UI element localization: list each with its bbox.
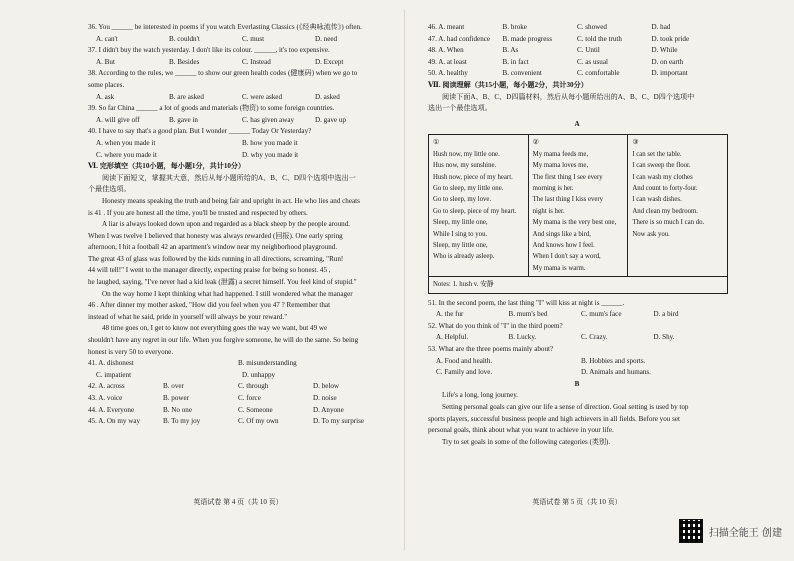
poem-line: Now ask you. <box>632 230 670 238</box>
option: 46. A. meant <box>428 23 465 31</box>
poem-line: I can sweep the floor. <box>632 162 691 170</box>
scanner-watermark <box>679 519 782 543</box>
option: D. While <box>651 46 678 55</box>
options-40a <box>88 138 388 150</box>
option: 48. A. When <box>428 46 464 55</box>
cloze-passage <box>88 196 388 358</box>
passage-a-title: A <box>574 119 580 128</box>
poem-line: Go to sleep, piece of my heart. <box>433 207 517 215</box>
poem-number: ② <box>532 139 539 147</box>
poem-1 <box>429 135 529 277</box>
option: C. as usual <box>577 57 608 66</box>
option: D. why you made it <box>242 150 299 159</box>
poem-line: Hush now, piece of my heart. <box>433 173 513 181</box>
option: B. in fact <box>502 57 529 66</box>
option: B. convenient <box>502 69 542 78</box>
option: C. were asked <box>242 92 282 101</box>
option: B. are asked <box>169 92 204 101</box>
poem-line: The first thing I see every <box>532 173 603 181</box>
options-43 <box>88 393 388 405</box>
passage-line: Setting personal goals can give our life a sense of direction. Goal setting is used by top <box>442 402 689 411</box>
option: D. important <box>651 69 688 78</box>
poem-line: Go to sleep, my love. <box>433 196 492 204</box>
poem-line: Who is already asleep. <box>433 253 495 261</box>
options-53a <box>428 356 726 368</box>
option: C. Until <box>577 46 600 55</box>
question-38: 38. According to the rules, we ______ to show our green health codes (健康码) when we go to <box>88 69 358 78</box>
poem-line: And sings like a bird, <box>532 230 591 238</box>
passage-line: sports players, successful business people and high achievers in all fields. Before you set <box>428 414 680 423</box>
options-39 <box>88 115 388 127</box>
poem-line: There is so much I can do. <box>632 219 705 227</box>
option: B. To my joy <box>163 417 201 426</box>
option: A. can't <box>96 34 118 43</box>
passage-line: instead of what he said, pride in yourself will always be your reward." <box>88 312 288 321</box>
poem-3 <box>628 135 728 277</box>
passage-b-title: B <box>574 379 580 388</box>
passage-line: When I was twelve I believed that honesty was always rewarded (回报). One early spring <box>88 231 343 240</box>
poem-line: Hush now, my little one. <box>433 150 500 158</box>
option: B. made progress <box>502 34 552 43</box>
option: C. Family and love. <box>436 368 493 377</box>
option: 41. A. dishonest <box>88 359 134 368</box>
section-instructions: 阅读下面短文，掌握其大意，然后从每小题所给的A、B、C、D四个选项中选出一 <box>102 173 356 182</box>
option: C. Of my own <box>238 417 279 426</box>
options-52 <box>428 332 726 344</box>
option: B. No one <box>163 405 192 414</box>
option: B. Lucky. <box>508 333 537 342</box>
option: C. has given away <box>242 115 295 124</box>
options-47 <box>428 34 726 46</box>
passage-line: Life's a long, long journey. <box>442 391 519 400</box>
options-53b <box>428 367 726 379</box>
passage-line: afternoon, I hit a football 42 an apartment's window near my neighborhood playground. <box>88 243 338 252</box>
option: 49. A. at least <box>428 57 467 66</box>
option: D. noise <box>313 394 337 402</box>
option: A. when you made it <box>96 138 156 147</box>
options-48 <box>428 45 726 57</box>
option: C. must <box>242 34 265 43</box>
option: A. Helpful. <box>436 333 469 342</box>
option: B. mum's bed <box>508 310 548 319</box>
passage-line: shouldn't have any regret in our life. When you forgive someone, he will do the same. So being <box>88 336 359 345</box>
options-41b <box>88 370 388 382</box>
section-instructions-cont: 个最佳选项。 <box>88 185 131 194</box>
options-45 <box>88 416 388 428</box>
question-36: 36. You ______ be interested in poems if you watch Everlasting Classics (《经典咏流传》) often. <box>88 23 362 31</box>
option: 47. A. had confidence <box>428 34 491 43</box>
left-page <box>78 0 398 561</box>
passage-line: 46 . After dinner my mother asked, "How did you feel when you 47 ? Remember that <box>88 301 331 310</box>
poem-line: While I sing to you. <box>433 230 488 238</box>
option: B. Hobbies and sports. <box>581 356 646 365</box>
option: D. asked <box>315 92 340 101</box>
option: C. Instead <box>242 57 271 66</box>
option: D. Except <box>315 57 344 66</box>
poem-line: My mama feeds me, <box>532 150 589 158</box>
question-40: 40. I have to say that's a good plan. But I wonder ______ Today Or Yesterday? <box>88 127 312 136</box>
options-51 <box>428 309 726 321</box>
question-38-cont: some places. <box>88 80 125 89</box>
option: C. Someone <box>238 405 273 414</box>
option: D. Animals and humans. <box>581 368 651 377</box>
option: D. on earth <box>651 57 684 66</box>
options-44 <box>88 405 388 417</box>
poem-notes: Notes: 1. hush v. 安静 <box>429 277 728 293</box>
option: B. couldn't <box>169 34 200 43</box>
options-37 <box>88 57 388 69</box>
poems-table <box>428 134 728 293</box>
option: D. below <box>313 382 340 391</box>
option: 43. A. voice <box>88 394 123 402</box>
passage-line: honest is very 50 to everyone. <box>88 347 174 356</box>
poem-line: Sleep, my little one, <box>433 219 488 227</box>
poem-line: Sleep, my little one, <box>433 242 488 249</box>
option: B. power <box>163 394 190 402</box>
option: C. showed <box>577 23 607 31</box>
watermark-text: 扫描全能王 创建 <box>708 527 782 539</box>
option: A. will give off <box>96 115 140 124</box>
option: C. mum's face <box>581 310 622 319</box>
passage-line: Try to set goals in some of the following categories (类别). <box>442 437 611 446</box>
passage-line: 48 time goes on, I get to know not everything goes the way we want, but 49 we <box>102 324 328 333</box>
option: B. how you made it <box>242 138 298 147</box>
question-37: 37. I didn't buy the watch yesterday. I don't like its colour. ______, it's too expensive. <box>88 46 330 55</box>
option: C. where you made it <box>96 150 157 159</box>
question-51: 51. In the second poem, the last thing "I" will kiss at night is ______. <box>428 298 625 307</box>
option: B. misunderstanding <box>238 359 297 368</box>
options-42 <box>88 381 388 393</box>
qr-code-icon <box>679 519 703 543</box>
options-40b <box>88 150 388 162</box>
poem-number: ① <box>433 139 440 147</box>
section-heading: Ⅶ. 阅读理解（共15小题，每小题2分，共计30分） <box>428 80 588 89</box>
poem-line: I can wash dishes. <box>632 196 682 204</box>
poem-line: And knows how I feel. <box>532 242 595 249</box>
passage-line: Honesty means speaking the truth and being fair and upright in act. He who lies and cheats <box>102 196 360 205</box>
options-49 <box>428 57 726 69</box>
option: D. To my surprise <box>313 417 364 426</box>
poem-line: The last thing I kiss every <box>532 196 604 204</box>
section-heading: Ⅵ. 完形填空（共10小题，每小题1分，共计10分） <box>88 162 246 171</box>
option: 50. A. healthy <box>428 69 468 78</box>
poem-line: When I don't say a word, <box>532 253 601 261</box>
option: D. took pride <box>651 34 690 43</box>
poem-line: Hus now, my sunshine. <box>433 162 497 170</box>
option: D. need <box>315 34 338 43</box>
option: B. over <box>163 382 184 391</box>
poem-number: ③ <box>632 139 639 147</box>
option: C. comfortable <box>577 69 620 78</box>
page-footer: 英语试卷 第 4 页（共 10 页） <box>193 498 283 507</box>
options-38 <box>88 92 388 104</box>
question-52: 52. What do you think of "I" in the third poem? <box>428 321 563 330</box>
poem-line: My mama loves me, <box>532 162 589 170</box>
option: D. unhappy <box>242 370 276 379</box>
passage-line: personal goals, think about what you want to achieve in your life. <box>428 426 614 435</box>
poem-line: I can set the table. <box>632 150 682 158</box>
poem-line: I can wash my clothes <box>632 173 693 181</box>
option: B. As <box>502 46 519 55</box>
passage-line: 44 will tell!" I went to the manager directly, expecting praise for being so honest. 45 , <box>88 266 331 275</box>
option: C. Crazy. <box>581 333 608 342</box>
option: C. force <box>238 394 261 402</box>
passage-line: is 41 . If you are honest all the time, you'll be trusted and respected by others. <box>88 208 308 217</box>
poem-line: night is her. <box>532 207 565 215</box>
option: C. told the truth <box>577 34 622 43</box>
option: A. But <box>96 57 115 66</box>
passage-line: he laughed, saying, "I've never had a kid leak (泄露) a secret himself. You feel kind of stupid." <box>88 278 357 287</box>
poem-line: morning is her. <box>532 184 574 192</box>
poem-line: My mama is warm. <box>532 264 586 272</box>
options-46 <box>428 22 726 34</box>
option: D. a bird <box>653 310 679 319</box>
right-page <box>418 0 736 561</box>
passage-line: The great 43 of glass was followed by the kids running in all directions, screaming, "Run! <box>88 254 344 263</box>
poem-line: And count to forty-four. <box>632 184 698 192</box>
option: C. impatient <box>96 370 132 379</box>
passage-line: On the way home I kept thinking what had happened. I still wondered what the manager <box>102 289 353 298</box>
option: D. Anyone <box>313 405 344 414</box>
option: A. the fur <box>436 310 464 319</box>
option: D. gave up <box>315 115 346 124</box>
option: D. Shy. <box>653 333 675 342</box>
options-36 <box>88 34 388 46</box>
option: C. through <box>238 382 269 391</box>
option: A. ask <box>96 92 115 101</box>
option: B. Besides <box>169 57 200 66</box>
option: D. had <box>651 23 671 31</box>
options-50 <box>428 68 726 80</box>
poem-line: And clean my bedroom. <box>632 207 698 215</box>
option: 42. A. across <box>88 382 125 391</box>
page-fold <box>404 10 405 550</box>
option: B. broke <box>502 23 527 31</box>
option: A. Food and health. <box>436 356 493 365</box>
option: B. gave in <box>169 115 198 124</box>
option: 45. A. On my way <box>88 417 141 426</box>
poem-2 <box>528 135 628 277</box>
question-39: 39. So far China ______ a lot of goods and materials (物资) to some foreign countries. <box>88 104 335 113</box>
section-instructions: 阅读下面A、B、C、D四篇材料，然后从每小题所给出的A、B、C、D四个选项中 <box>442 92 695 101</box>
page-footer: 英语试卷 第 5 页（共 10 页） <box>532 498 622 507</box>
passage-line: A liar is always looked down upon and regarded as a black sheep by the people around. <box>102 220 351 229</box>
section-instructions-cont: 选出一个最佳选项。 <box>428 104 492 113</box>
question-53: 53. What are the three poems mainly about? <box>428 345 554 353</box>
option: 44. A. Everyone <box>88 405 135 414</box>
options-41a <box>88 358 388 370</box>
poem-line: My mama is the very best one, <box>532 219 617 227</box>
poem-line: Go to sleep, my little one. <box>433 184 504 192</box>
